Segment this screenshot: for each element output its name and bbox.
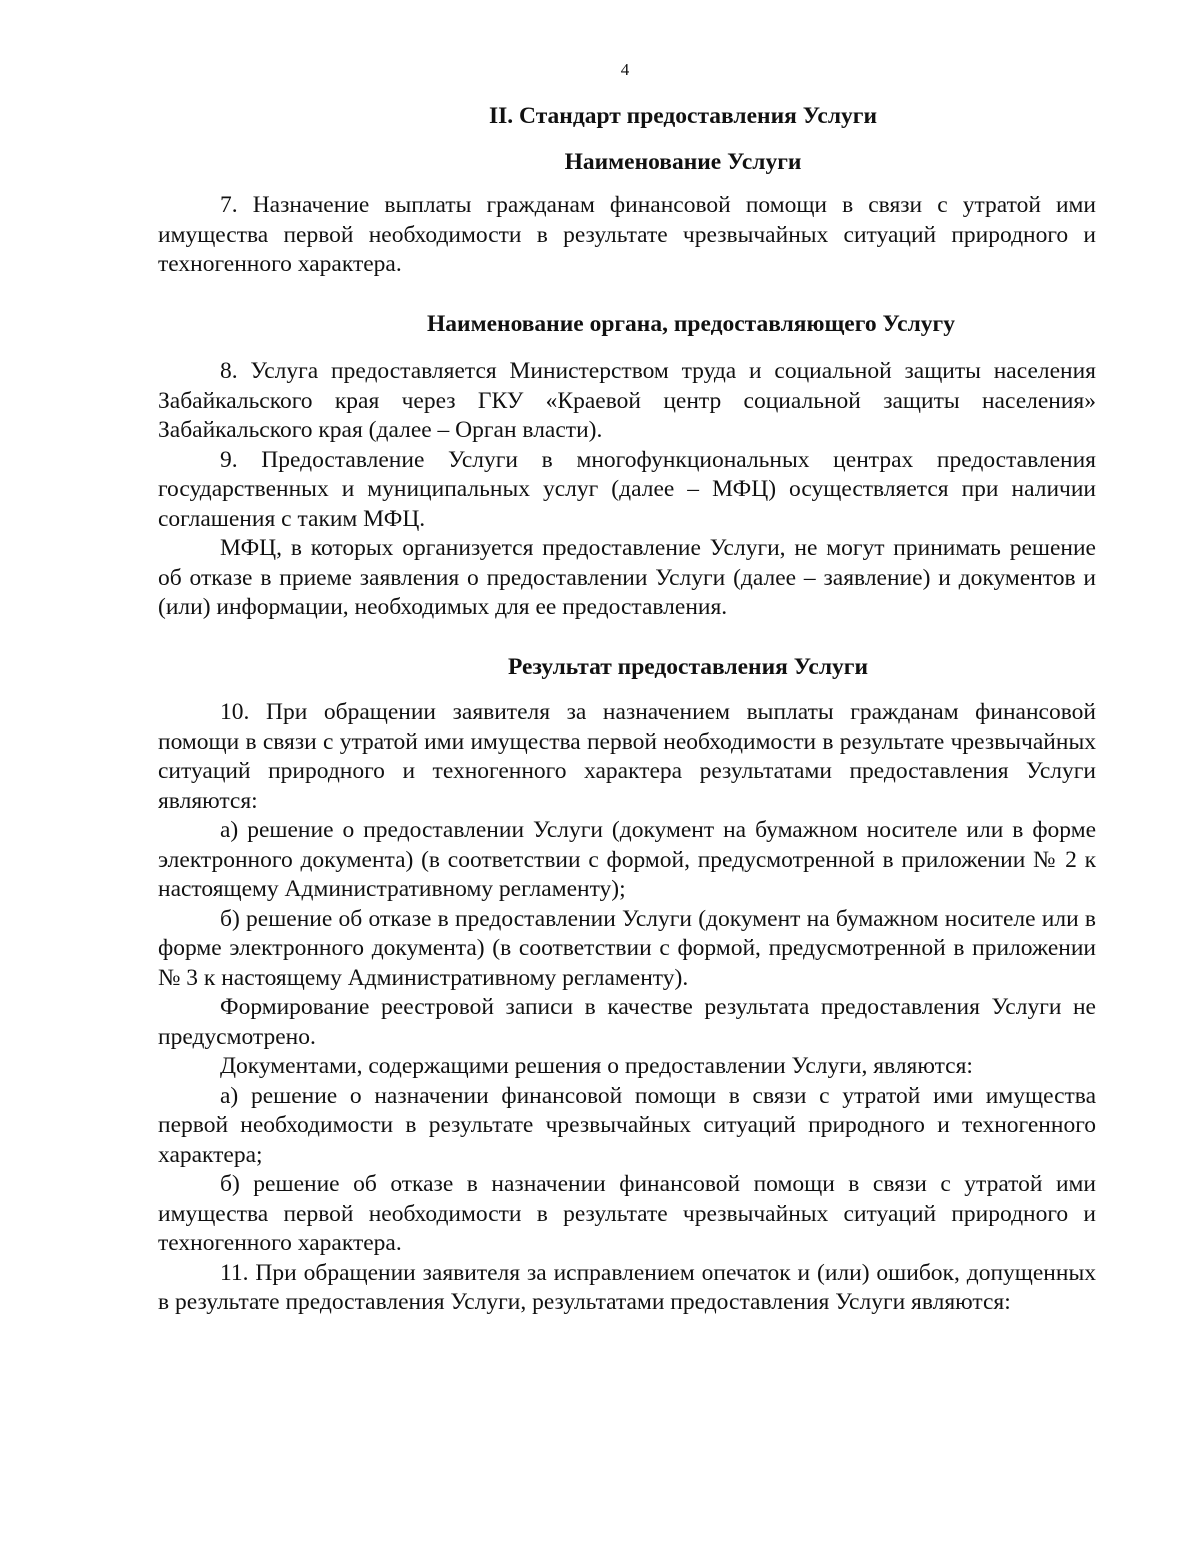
section-title: II. Стандарт предоставления Услуги xyxy=(489,103,877,129)
paragraph-10-documents: Документами, содержащими решения о предоставлении Услуги, являются: xyxy=(220,1053,973,1079)
paragraph-8: 8. Услуга предоставляется Министерством труда и социальной защиты населения Забайкальского края через ГКУ «Краевой центр социальной защиты населения» Забайкальского края (далее – Орган власти). xyxy=(158,358,1096,443)
paragraph-9-mfc: МФЦ, в которых организуется предоставление Услуги, не могут принимать решение об отказе в приеме заявления о предоставлении Услуги (далее – заявление) и документов и (или) информации, необходимых для ее предоставления. xyxy=(158,535,1096,620)
paragraph-10-registry: Формирование реестровой записи в качестве результата предоставления Услуги не предусмотрено. xyxy=(158,994,1096,1050)
paragraph-10-doc-a: а) решение о назначении финансовой помощи в связи с утратой ими имущества первой необходимости в результате чрезвычайных ситуаций природного и техногенного характера; xyxy=(158,1082,1096,1168)
heading-providing-organ: Наименование органа, предоставляющего Услугу xyxy=(427,310,955,337)
paragraph-9: 9. Предоставление Услуги в многофункциональных центрах предоставления государственных и муниципальных услуг (далее – МФЦ) осуществляется при наличии соглашения с таким МФЦ. xyxy=(158,446,1096,532)
heading-service-result: Результат предоставления Услуги xyxy=(507,653,869,680)
paragraph-10-doc-b: б) решение об отказе в назначении финансовой помощи в связи с утратой ими имущества первой необходимости в результате чрезвычайных ситуаций природного и техногенного характера. xyxy=(158,1171,1096,1256)
paragraph-10: 10. При обращении заявителя за назначением выплаты гражданам финансовой помощи в связи с утратой ими имущества первой необходимости в результате чрезвычайных ситуаций природного и техногенного характера результатами предоставления Услуги являются: xyxy=(158,699,1096,814)
document-body xyxy=(158,102,1096,1318)
paragraph-7: 7. Назначение выплаты гражданам финансовой помощи в связи с утратой ими имущества первой необходимости в результате чрезвычайных ситуаций природного и техногенного характера. xyxy=(158,192,1096,277)
paragraph-11: 11. При обращении заявителя за исправлением опечаток и (или) ошибок, допущенных в результате предоставления Услуги, результатами предоставления Услуги являются: xyxy=(158,1259,1096,1315)
heading-service-name: Наименование Услуги xyxy=(564,148,802,175)
page-number: 4 xyxy=(620,60,630,79)
paragraph-10-b: б) решение об отказе в предоставлении Услуги (документ на бумажном носителе или в форме электронного документа) (в соответствии с формой, предусмотренной в приложении № 3 к настоящему Административному регламенту). xyxy=(158,905,1096,991)
paragraph-10-a: а) решение о предоставлении Услуги (документ на бумажном носителе или в форме электронного документа) (в соответствии с формой, предусмотренной в приложении № 2 к настоящему Административному регламенту); xyxy=(158,817,1096,902)
